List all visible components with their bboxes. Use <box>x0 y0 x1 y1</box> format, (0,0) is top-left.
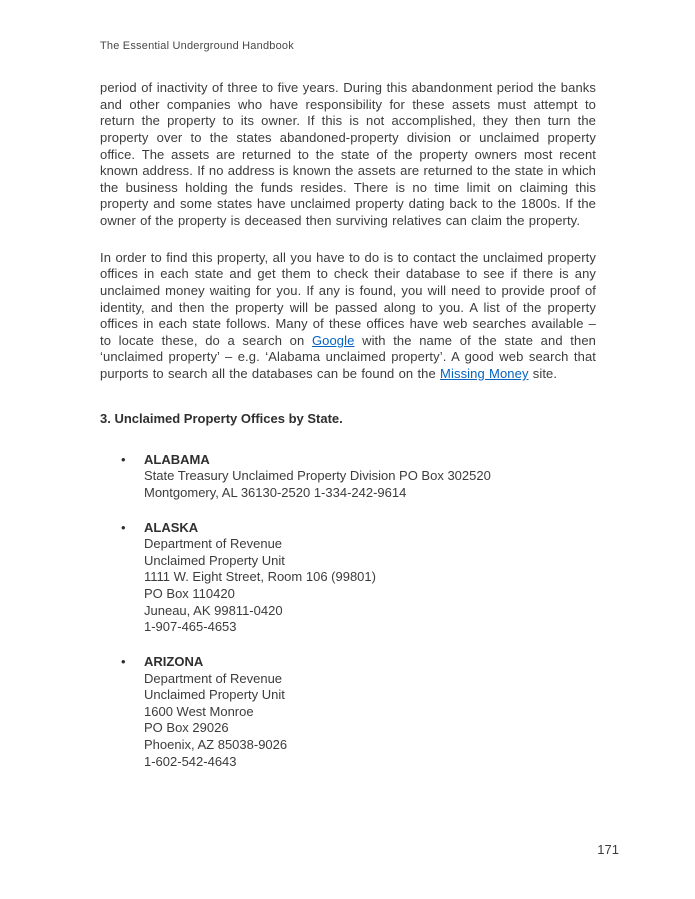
page-content <box>100 80 596 788</box>
state-name: ARIZONA <box>144 653 204 669</box>
paragraph-abandonment-period: period of inactivity of three to five years. During this abandonment period the banks and other companies who have responsibility for these assets must attempt to return the property to its owner. If this is not accomplished, they then turn the property over to the states abandoned-property division or unclaimed property office. The assets are returned to the state of the property owners most recent known address. If no address is known the assets are returned to the state in which the business holding the funds resides. There is no time limit on claiming this property and some states have unclaimed property dating back to the 1800s. If the owner of the property is deceased then surviving relatives can claim the property. <box>100 80 596 228</box>
state-address-line: 1600 West Monroe <box>144 703 254 719</box>
state-entry-alaska <box>100 520 596 636</box>
page-number: 171 <box>597 842 619 857</box>
missing-money-link[interactable]: Missing Money <box>440 366 529 381</box>
bullet-icon: • <box>121 519 126 535</box>
bullet-icon: • <box>121 653 126 669</box>
state-entry-alabama <box>100 452 596 502</box>
state-address-line: PO Box 110420 <box>144 586 235 601</box>
state-address-line: Department of Revenue <box>144 670 283 686</box>
state-address-line: PO Box 29026 <box>144 720 229 736</box>
running-header: The Essential Underground Handbook <box>100 40 294 52</box>
state-name: ALASKA <box>144 519 199 535</box>
paragraph-2-segment-1: In order to find this property, all you have to do is to contact the unclaimed property offices in each state and get them to check their database to see if there is any unclaimed money waiting for you. If any is found, you will need to provide proof of identity, and then the property will be passed along to you. A list of the property offices in each state follows. Many of these offices have web searches available – to locate these, do a search on <box>100 249 596 348</box>
state-phone-line: 1-602-542-4643 <box>144 753 237 769</box>
state-address-line: Montgomery, AL 36130-2520 1-334-242-9614 <box>144 484 407 500</box>
state-address-line: Phoenix, AZ 85038-9026 <box>144 737 288 752</box>
state-list <box>100 452 596 771</box>
state-address-line: Juneau, AK 99811-0420 <box>144 602 283 618</box>
state-address-line: State Treasury Unclaimed Property Division PO Box 302520 <box>144 468 491 484</box>
paragraph-2-segment-2: with the name of the state and then ‘unclaimed property’ – e.g. ‘Alabama unclaimed property’. A good web search that purports to search all the databases can be found on the <box>100 332 596 381</box>
section-heading: 3. Unclaimed Property Offices by State. <box>100 410 343 426</box>
google-link[interactable]: Google <box>311 332 355 348</box>
state-entry-arizona <box>100 654 596 770</box>
bullet-icon: • <box>121 451 126 467</box>
state-address-line: Unclaimed Property Unit <box>144 552 285 568</box>
state-address-line: Unclaimed Property Unit <box>144 687 285 703</box>
paragraph-2-segment-3: site. <box>528 366 558 381</box>
state-phone-line: 1-907-465-4653 <box>144 619 237 635</box>
state-address-line: Department of Revenue <box>144 536 283 552</box>
paragraph-how-to-find <box>100 250 596 383</box>
state-name: ALABAMA <box>144 451 210 467</box>
state-address-line: 1111 W. Eight Street, Room 106 (99801) <box>144 569 376 585</box>
